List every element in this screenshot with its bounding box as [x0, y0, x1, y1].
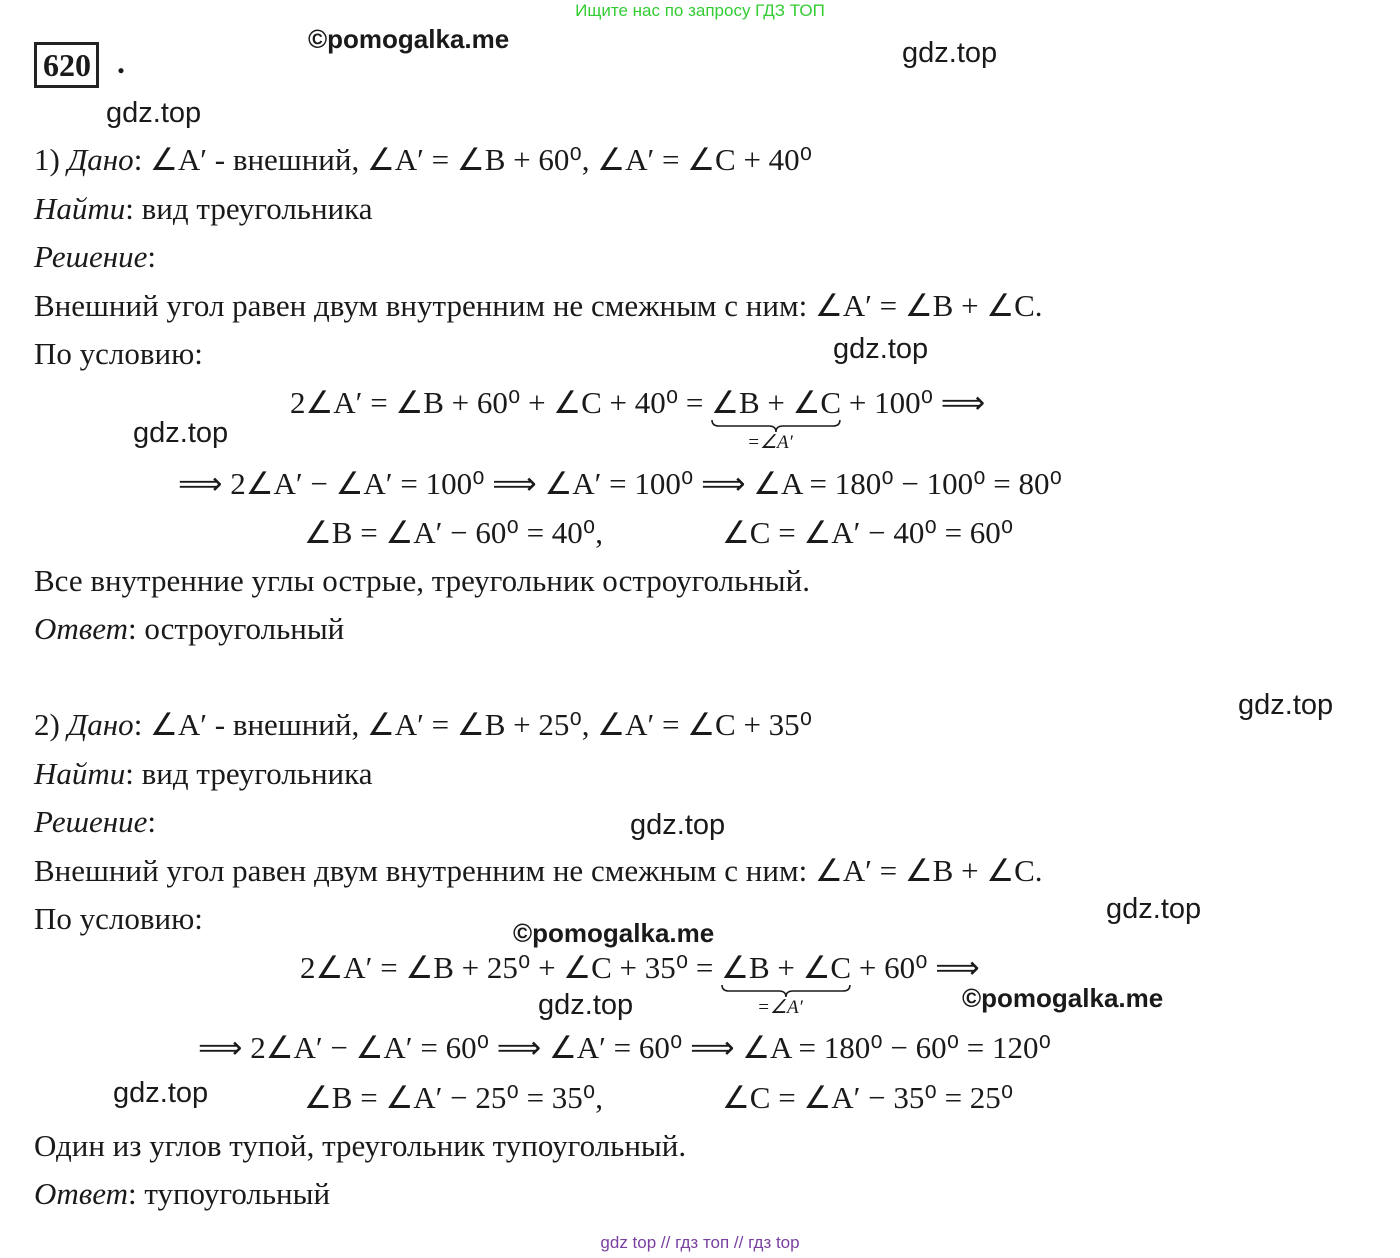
part2-by-condition: По условию: — [34, 901, 203, 936]
watermark-gdz: gdz.top — [630, 809, 726, 841]
part2-brace-label: =∠A′ — [757, 997, 803, 1018]
watermark-gdz: gdz.top — [106, 97, 202, 129]
part1-answer-text: : остроугольный — [127, 611, 345, 646]
part2-given-line — [34, 707, 812, 743]
watermark-gdz: gdz.top — [538, 989, 634, 1021]
part2-find-text: : вид треугольника — [125, 756, 373, 791]
top-banner[interactable]: Ищите нас по запросу ГДЗ ТОП — [575, 1, 825, 20]
watermark-gdz: gdz.top — [833, 333, 929, 365]
watermark-gdz: gdz.top — [133, 417, 229, 449]
part2-eq1-braced — [721, 950, 852, 1018]
watermark-pomogalka: ©pomogalka.me — [962, 983, 1164, 1013]
part1-answer-line — [34, 611, 344, 647]
part2-solution-line — [34, 804, 156, 840]
part1-brace-label: =∠A′ — [747, 432, 793, 453]
task-number: 620 — [34, 42, 99, 88]
part1-eq1-left: 2∠A′ = ∠B + 60⁰ + ∠C + 40⁰ = — [290, 385, 712, 420]
part2-angle-b: ∠B = ∠A′ − 25⁰ = 35⁰, — [304, 1080, 603, 1115]
bottom-banner[interactable]: gdz top // гдз топ // гдз top — [600, 1233, 800, 1252]
part2-angle-c: ∠C = ∠A′ − 35⁰ = 25⁰ — [722, 1080, 1014, 1115]
part1-given-line — [34, 142, 812, 178]
part2-given-text: : ∠A′ - внешний, ∠A′ = ∠B + 25⁰, ∠A′ = ∠C + 35⁰ — [133, 707, 813, 742]
part1-given-label: Дано — [67, 142, 134, 177]
part2-find-label: Найти — [34, 756, 126, 791]
part2-eq1-brace-text: ∠B + ∠C — [721, 950, 852, 985]
part2-answer-text: : тупоугольный — [127, 1176, 331, 1211]
part2-eq1-right: + 60⁰ ⟹ — [851, 950, 980, 985]
part1-conclusion: Все внутренние углы острые, треугольник остроугольный. — [34, 563, 810, 598]
watermark-gdz: gdz.top — [1106, 893, 1202, 925]
part1-eq1-right: + 100⁰ ⟹ — [841, 385, 986, 420]
part2-equation-2: ⟹ 2∠A′ − ∠A′ = 60⁰ ⟹ ∠A′ = 60⁰ ⟹ ∠A = 180⁰ − 60⁰ = 120⁰ — [198, 1030, 1051, 1065]
part1-given-text: : ∠A′ - внешний, ∠A′ = ∠B + 60⁰, ∠A′ = ∠C + 40⁰ — [133, 142, 813, 177]
part2-solution-colon: : — [147, 804, 156, 839]
part2-number: 2) — [34, 707, 60, 742]
watermark-gdz: gdz.top — [113, 1077, 209, 1109]
task-number-dot: . — [117, 44, 125, 80]
part1-find-label: Найти — [34, 191, 126, 226]
watermark-gdz: gdz.top — [902, 37, 998, 69]
watermark-pomogalka: ©pomogalka.me — [308, 24, 510, 54]
part1-solution-label: Решение — [34, 239, 148, 274]
part2-given-label: Дано — [67, 707, 134, 742]
part2-solution-label: Решение — [34, 804, 148, 839]
part1-eq1-brace-text: ∠B + ∠C — [711, 385, 842, 420]
part1-angle-c: ∠C = ∠A′ − 40⁰ = 60⁰ — [722, 515, 1014, 550]
part1-solution-line — [34, 239, 156, 275]
part1-solution-colon: : — [147, 239, 156, 274]
part2-exterior-angle-statement: Внешний угол равен двум внутренним не смежным с ним: ∠A′ = ∠B + ∠C. — [34, 853, 1043, 888]
part1-find-line — [34, 191, 372, 227]
watermark-gdz: gdz.top — [1238, 689, 1334, 721]
part2-conclusion: Один из углов тупой, треугольник тупоугольный. — [34, 1128, 687, 1163]
part1-eq1-braced — [711, 385, 842, 453]
part1-by-condition: По условию: — [34, 336, 203, 371]
part2-answer-label: Ответ — [34, 1176, 128, 1211]
watermark-pomogalka: ©pomogalka.me — [513, 918, 715, 948]
part2-find-line — [34, 756, 372, 792]
part1-answer-label: Ответ — [34, 611, 128, 646]
part1-exterior-angle-statement: Внешний угол равен двум внутренним не смежным с ним: ∠A′ = ∠B + ∠C. — [34, 288, 1043, 323]
part1-number: 1) — [34, 142, 60, 177]
part1-angle-b: ∠B = ∠A′ − 60⁰ = 40⁰, — [304, 515, 603, 550]
part2-eq1-left: 2∠A′ = ∠B + 25⁰ + ∠C + 35⁰ = — [300, 950, 722, 985]
part1-find-text: : вид треугольника — [125, 191, 373, 226]
part1-equation-2: ⟹ 2∠A′ − ∠A′ = 100⁰ ⟹ ∠A′ = 100⁰ ⟹ ∠A = 180⁰ − 100⁰ = 80⁰ — [178, 466, 1062, 501]
part2-answer-line — [34, 1176, 330, 1212]
part1-equation-1 — [290, 385, 986, 453]
